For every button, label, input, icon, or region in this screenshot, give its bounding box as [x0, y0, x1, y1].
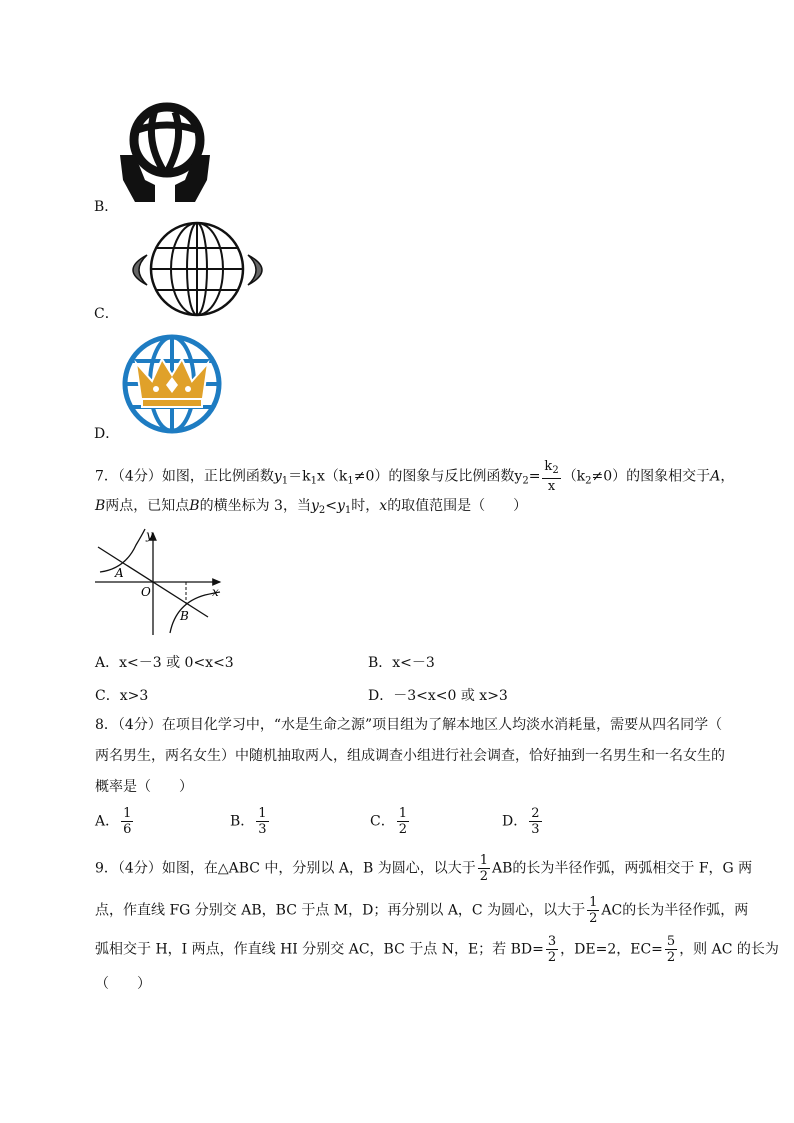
- q9-line3: [95, 934, 779, 965]
- q7-line2: [95, 496, 527, 521]
- q7-fraction: [542, 459, 560, 494]
- q9-text: 弧相交于 H，I 两点，作直线 HI 分别交 AC，BC 于点 N，E；若 BD=: [95, 941, 544, 958]
- q7-text: （k: [562, 468, 586, 485]
- q7-var: B: [95, 498, 106, 514]
- q9-frac-den: 2: [589, 911, 598, 926]
- q7-text: 两点，已知点: [105, 498, 190, 514]
- q8-a-num: 1: [123, 806, 132, 821]
- q7-text: 的横坐标为 3，当: [199, 498, 311, 514]
- q8-option-a[interactable]: [95, 806, 135, 837]
- q9-text: 9．（4分）如图，在△ABC 中，分别以 A，B 为圆心，以大于: [95, 860, 476, 877]
- q7-text: ≠0）的图象相交于: [591, 468, 711, 485]
- graph-label-o: O: [141, 585, 151, 599]
- q8-option-b-label: B．: [230, 813, 255, 830]
- q9-frac-den: 2: [479, 869, 488, 884]
- q7-var: y: [273, 468, 282, 485]
- q7-text: ≠0）的图象与反比例函数: [353, 468, 515, 485]
- q8-d-num: 2: [531, 806, 540, 821]
- q9-frac-den: 2: [547, 950, 557, 965]
- globe-hands-image: [115, 100, 215, 205]
- q7-text: ＝k: [288, 468, 311, 485]
- q7-text: x（k: [316, 468, 348, 485]
- q9-text: ，则 AC 的长为: [679, 941, 779, 958]
- q8-line2: 两名男生，两名女生）中随机抽取两人，组成调查小组进行社会调查，恰好抽到一名男生和一名女生的: [95, 748, 725, 764]
- globe-crown-image: [122, 333, 222, 435]
- q9-text: AB的长为半径作弧，两弧相交于 F，G 两: [491, 860, 753, 877]
- q7-var: y: [310, 498, 319, 514]
- q7-option-d[interactable]: D．－3<x<0 或 x>3: [368, 688, 508, 704]
- q8-c-num: 1: [398, 806, 407, 821]
- q9-text: 点，作直线 FG 分别交 AB，BC 于点 M，D；再分别以 A，C 为圆心，以大于: [95, 902, 586, 919]
- graph-label-x: x: [212, 585, 219, 599]
- q7-text: <: [325, 498, 337, 514]
- option-d-label: D．: [94, 426, 120, 442]
- q7-sub: 1: [344, 505, 352, 516]
- q8-line1: 8．（4分）在项目化学习中，“水是生命之源”项目组为了解本地区人均淡水消耗量，需要从四名同学（: [95, 717, 723, 733]
- q9-frac-num: 3: [547, 934, 557, 949]
- q9-line2: [95, 895, 748, 926]
- q7-sub: 2: [318, 505, 326, 516]
- q7-sub: 2: [585, 475, 592, 487]
- q8-option-c[interactable]: [370, 806, 411, 837]
- q8-d-den: 3: [531, 822, 540, 837]
- graph-label-y: y: [146, 528, 153, 542]
- option-c-label: C．: [94, 306, 119, 322]
- q9-frac-num: 1: [589, 895, 598, 910]
- q7-frac-den: x: [547, 479, 556, 494]
- q9-text: ，DE=2，EC=: [560, 941, 663, 958]
- q7-text: 时，: [351, 498, 380, 514]
- q9-line1: [95, 853, 752, 884]
- q7-sub: 2: [552, 465, 559, 476]
- q8-line3: 概率是（ ）: [95, 779, 193, 795]
- q7-sub: 2: [522, 475, 529, 487]
- globe-moons-image: [115, 220, 280, 320]
- q7-line1: [95, 459, 734, 494]
- q8-option-b[interactable]: [230, 806, 271, 837]
- option-b-label: B．: [94, 199, 119, 215]
- q7-option-a[interactable]: A．x<－3 或 0<x<3: [95, 655, 234, 671]
- q7-sub: 1: [310, 475, 317, 487]
- q8-option-c-label: C．: [370, 813, 395, 830]
- q9-text: AC的长为半径作弧，两: [601, 902, 749, 919]
- q9-frac-den: 2: [666, 950, 676, 965]
- q7-option-c[interactable]: C．x>3: [95, 688, 149, 704]
- graph-label-b: B: [180, 609, 189, 623]
- q7-text: 的取值范围是（ ）: [387, 498, 528, 514]
- q9-frac-num: 5: [666, 934, 676, 949]
- q8-b-num: 1: [258, 806, 267, 821]
- q7-text: ，: [720, 468, 735, 485]
- q7-text: 7．（4分）如图，正比例函数: [95, 468, 274, 485]
- q7-function-graph: [90, 525, 230, 640]
- q7-var: B: [189, 498, 200, 514]
- q7-var: A: [710, 468, 721, 485]
- q7-var: y: [336, 498, 345, 514]
- q8-option-d[interactable]: [502, 806, 544, 837]
- q8-b-den: 3: [258, 822, 267, 837]
- q7-var: x: [379, 498, 388, 514]
- q9-frac-num: 1: [479, 853, 488, 868]
- q7-var: y: [514, 468, 523, 485]
- graph-label-a: A: [115, 566, 124, 580]
- q8-option-d-label: D．: [502, 813, 528, 830]
- q7-frac-num: k: [544, 459, 553, 474]
- q8-option-a-label: A．: [95, 813, 120, 830]
- q7-text: =: [528, 468, 541, 485]
- q9-line4: （ ）: [95, 976, 151, 992]
- q8-a-den: 6: [123, 822, 132, 837]
- q8-c-den: 2: [398, 822, 407, 837]
- q7-option-b[interactable]: B．x<－3: [368, 655, 435, 671]
- q7-sub: 1: [281, 475, 289, 487]
- q7-sub: 1: [347, 475, 354, 487]
